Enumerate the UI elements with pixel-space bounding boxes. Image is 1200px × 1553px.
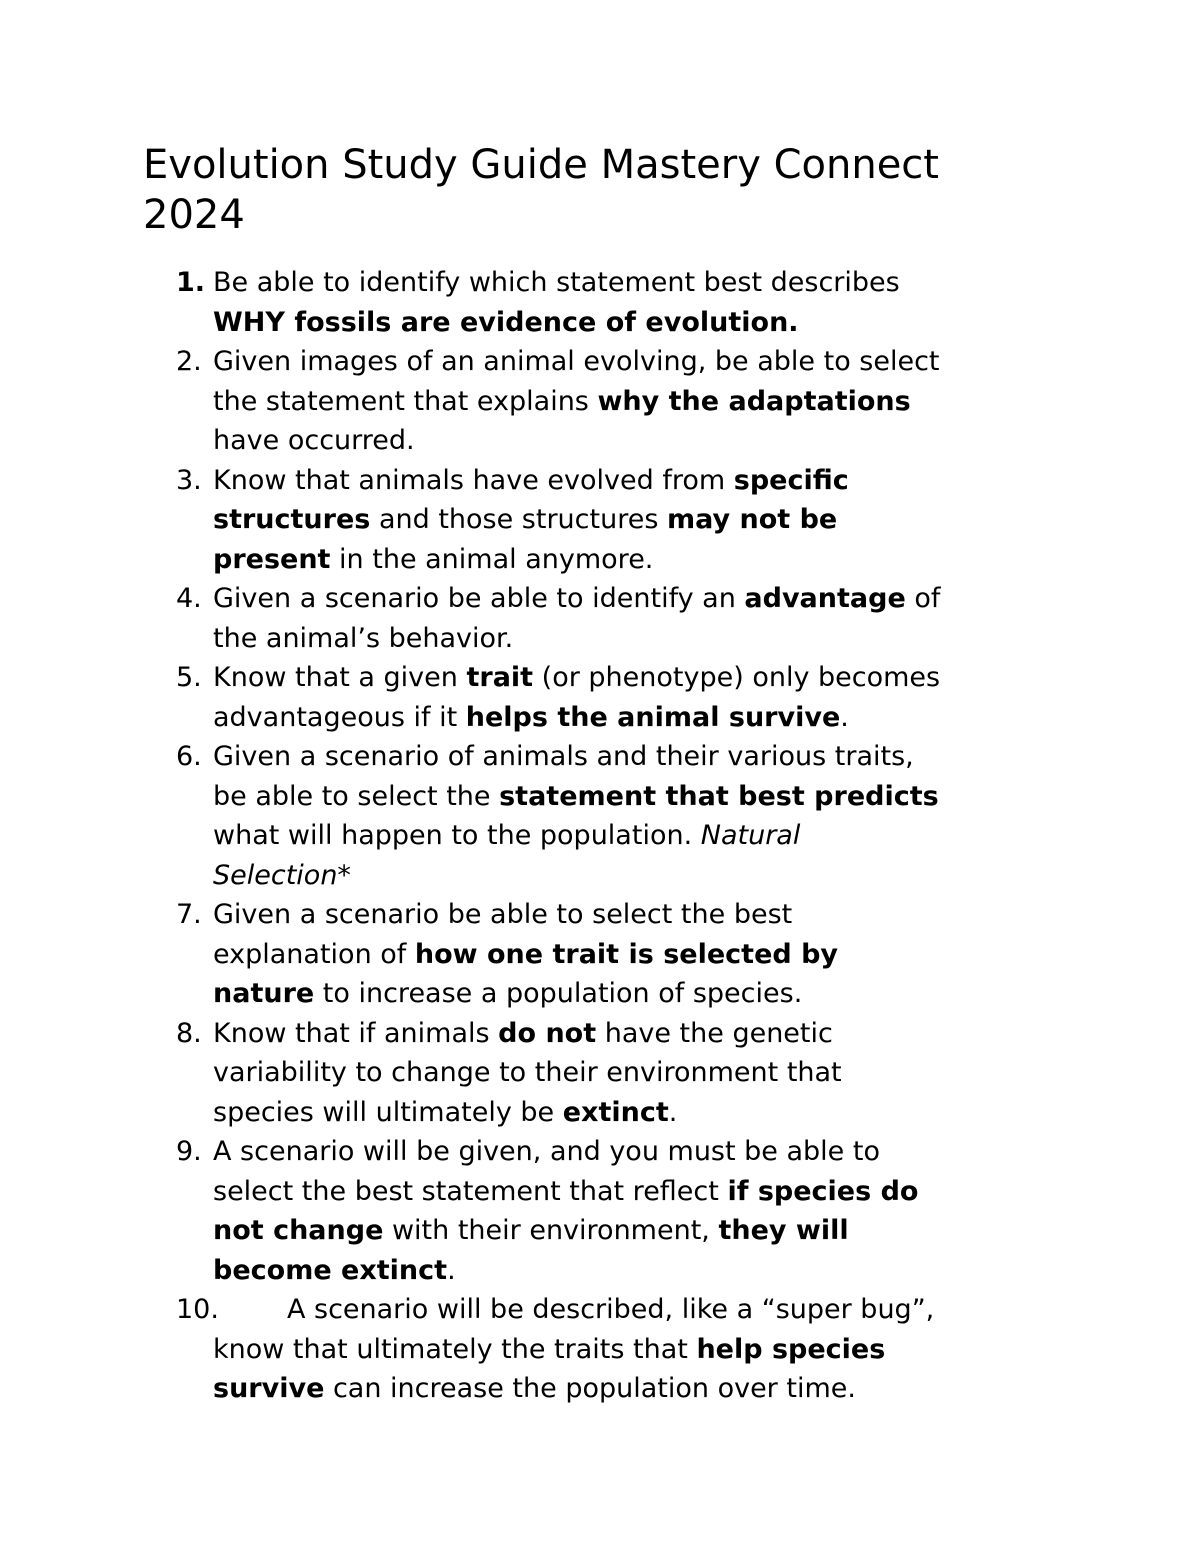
list-item xyxy=(0,895,1200,1014)
item-line: Given a scenario be able to select the best xyxy=(213,899,793,930)
item-number: 4. xyxy=(176,583,202,614)
item-line: the animal’s behavior. xyxy=(213,622,514,654)
item-line: become extinct. xyxy=(213,1254,456,1286)
item-line: Selection* xyxy=(213,859,351,891)
study-guide-list xyxy=(0,263,1200,1409)
item-line: select the best statement that reflect if species do xyxy=(213,1175,919,1207)
item-line: Know that a given trait (or phenotype) only becomes xyxy=(213,662,941,693)
list-item xyxy=(0,579,1200,658)
item-number: 7. xyxy=(176,899,202,930)
item-number: 5. xyxy=(176,662,202,693)
item-number: 2. xyxy=(176,346,202,377)
item-line: be able to select the statement that best predicts xyxy=(213,780,939,812)
item-line: Given a scenario of animals and their various traits, xyxy=(213,741,914,772)
item-line: structures and those structures may not be xyxy=(213,504,838,535)
list-item xyxy=(0,461,1200,580)
item-line: A scenario will be given, and you must be able to xyxy=(213,1136,880,1167)
item-number: 8. xyxy=(176,1017,202,1049)
item-line: 10. A scenario will be described, like a “super bug”, xyxy=(176,1294,935,1325)
item-line: explanation of how one trait is selected by xyxy=(213,938,839,970)
item-line: Given images of an animal evolving, be able to select xyxy=(213,346,940,377)
item-line: have occurred. xyxy=(213,425,415,456)
list-item xyxy=(0,263,1200,342)
document-title xyxy=(143,140,1043,240)
item-line: Know that animals have evolved from specific xyxy=(213,464,849,496)
item-line: Know that if animals do not have the genetic xyxy=(213,1017,833,1049)
item-line: not change with their environment, they will xyxy=(213,1215,849,1246)
list-item xyxy=(0,658,1200,737)
item-number: 10. xyxy=(176,1294,219,1325)
list-item xyxy=(0,1290,1200,1409)
list-item xyxy=(0,737,1200,895)
item-line: Given a scenario be able to identify an advantage of xyxy=(213,583,941,614)
title-line: Evolution Study Guide Mastery Connect xyxy=(143,142,939,188)
item-line: Be able to identify which statement best describes xyxy=(213,267,900,298)
item-number: 6. xyxy=(176,741,202,772)
item-number: 1. xyxy=(176,267,206,298)
item-line: WHY fossils are evidence of evolution. xyxy=(213,306,799,338)
item-number: 9. xyxy=(176,1136,202,1167)
item-line: know that ultimately the traits that help species xyxy=(213,1333,886,1365)
item-line: advantageous if it helps the animal survive. xyxy=(213,701,849,733)
item-line: what will happen to the population. Natural xyxy=(213,820,801,851)
title-line: 2024 xyxy=(143,192,245,238)
item-line: nature to increase a population of species. xyxy=(213,978,803,1009)
item-line: the statement that explains why the adaptations xyxy=(213,385,911,417)
item-line: species will ultimately be extinct. xyxy=(213,1096,678,1128)
list-item xyxy=(0,342,1200,461)
item-number: 3. xyxy=(176,464,202,496)
list-item xyxy=(0,1014,1200,1133)
item-line: present in the animal anymore. xyxy=(213,543,654,575)
item-line: survive can increase the population over time. xyxy=(213,1373,856,1404)
list-item xyxy=(0,1132,1200,1290)
item-line: variability to change to their environment that xyxy=(213,1057,842,1088)
